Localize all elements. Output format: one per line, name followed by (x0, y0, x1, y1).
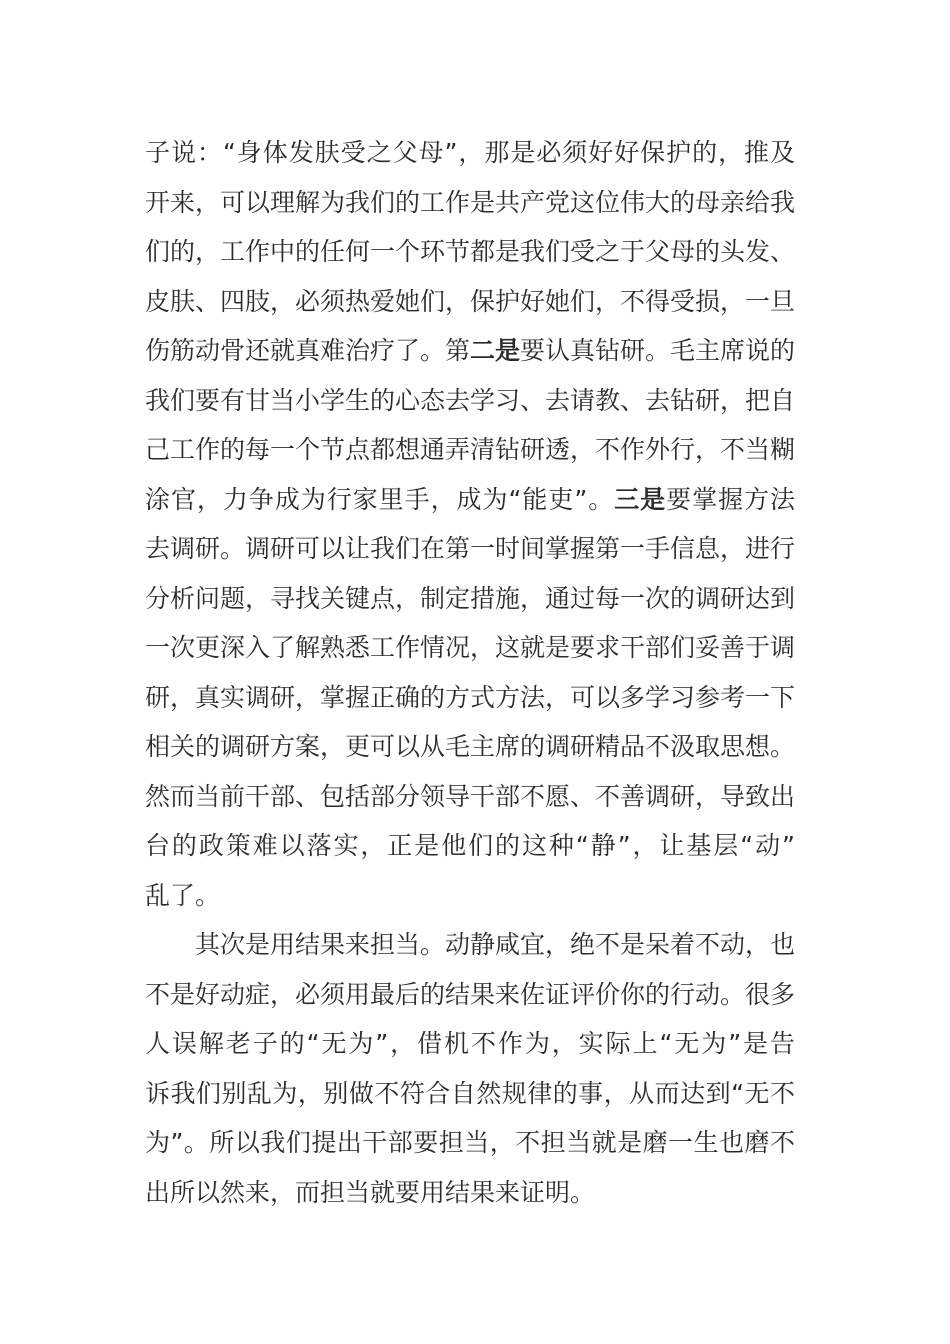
text-line (145, 1069, 795, 1119)
text-line (145, 821, 795, 871)
text-segment: 人误解老子的“无为”，借机不作为，实际上“无为”是告 (145, 1029, 795, 1058)
text-segment: 我们要有甘当小学生的心态去学习、去请教、去钻研，把自 (145, 385, 796, 415)
text-line (145, 1118, 795, 1168)
text-segment: 己工作的每一个节点都想通弄清钻研透，不作外行，不当糊 (145, 435, 796, 464)
text-segment: 去调研。调研可以让我们在第一时间掌握第一手信息，进行 (145, 534, 796, 563)
text-line (145, 574, 795, 624)
text-line (145, 128, 795, 178)
text-line (145, 1019, 795, 1069)
text-line (145, 920, 795, 970)
text-line (145, 623, 795, 673)
text-segment: 不是好动症，必须用最后的结果来佐证评价你的行动。很多 (145, 979, 796, 1009)
text-segment: 研，真实调研，掌握正确的方式方法，可以多学习参考一下 (145, 682, 796, 712)
text-segment: 出所以然来，而担当就要用结果来证明。 (145, 1177, 596, 1207)
text-segment: 乱了。 (145, 880, 221, 910)
text-segment: 为”。所以我们提出干部要担当，不担当就是磨一生也磨不 (145, 1128, 795, 1157)
text-line (145, 871, 795, 921)
text-line (145, 524, 795, 574)
text-segment: 涂官，力争成为行家里手，成为“能吏”。 (145, 484, 615, 514)
text-segment: 其次是用结果来担当。动静咸宜，绝不是呆着不动，也 (195, 930, 796, 959)
text-line (145, 475, 795, 525)
text-segment: 开来，可以理解为我们的工作是共产党这位伟大的母亲给我 (145, 187, 796, 217)
text-line (145, 673, 795, 723)
text-line (145, 326, 795, 376)
text-segment: 皮肤、四肢，必须热爱她们，保护好她们，不得受损，一旦 (145, 286, 796, 316)
text-segment: 相关的调研方案，更可以从毛主席的调研精品不汲取思想。 (145, 732, 796, 761)
text-line (145, 277, 795, 327)
text-segment: 一次更深入了解熟悉工作情况，这就是要求干部们妥善于调 (145, 633, 796, 662)
bold-text-segment: 三是 (614, 484, 667, 514)
text-line (145, 425, 795, 475)
text-line (145, 376, 795, 426)
text-segment: 诉我们别乱为，别做不符合自然规律的事，从而达到“无不 (145, 1078, 795, 1108)
text-line (145, 227, 795, 277)
text-segment: 要掌握方法 (666, 484, 795, 514)
text-line (145, 178, 795, 228)
text-segment: 台的政策难以落实，正是他们的这种“静”，让基层“动” (145, 831, 795, 860)
text-segment: 要认真钻研。毛主席说的 (520, 336, 796, 365)
text-line (145, 970, 795, 1020)
text-segment: 们的，工作中的任何一个环节都是我们受之于父母的头发、 (145, 237, 796, 266)
text-segment: 子说：“身体发肤受之父母”，那是必须好好保护的，推及 (145, 138, 795, 167)
bold-text-segment: 二是 (470, 336, 521, 365)
text-segment: 然而当前干部、包括部分领导干部不愿、不善调研，导致出 (145, 781, 796, 811)
text-segment: 伤筋动骨还就真难治疗了。第 (145, 336, 471, 365)
text-line (145, 772, 795, 822)
text-segment: 分析问题，寻找关键点，制定措施，通过每一次的调研达到 (145, 583, 796, 613)
body-text (145, 128, 795, 1217)
text-line (145, 722, 795, 772)
text-line (145, 1168, 795, 1218)
